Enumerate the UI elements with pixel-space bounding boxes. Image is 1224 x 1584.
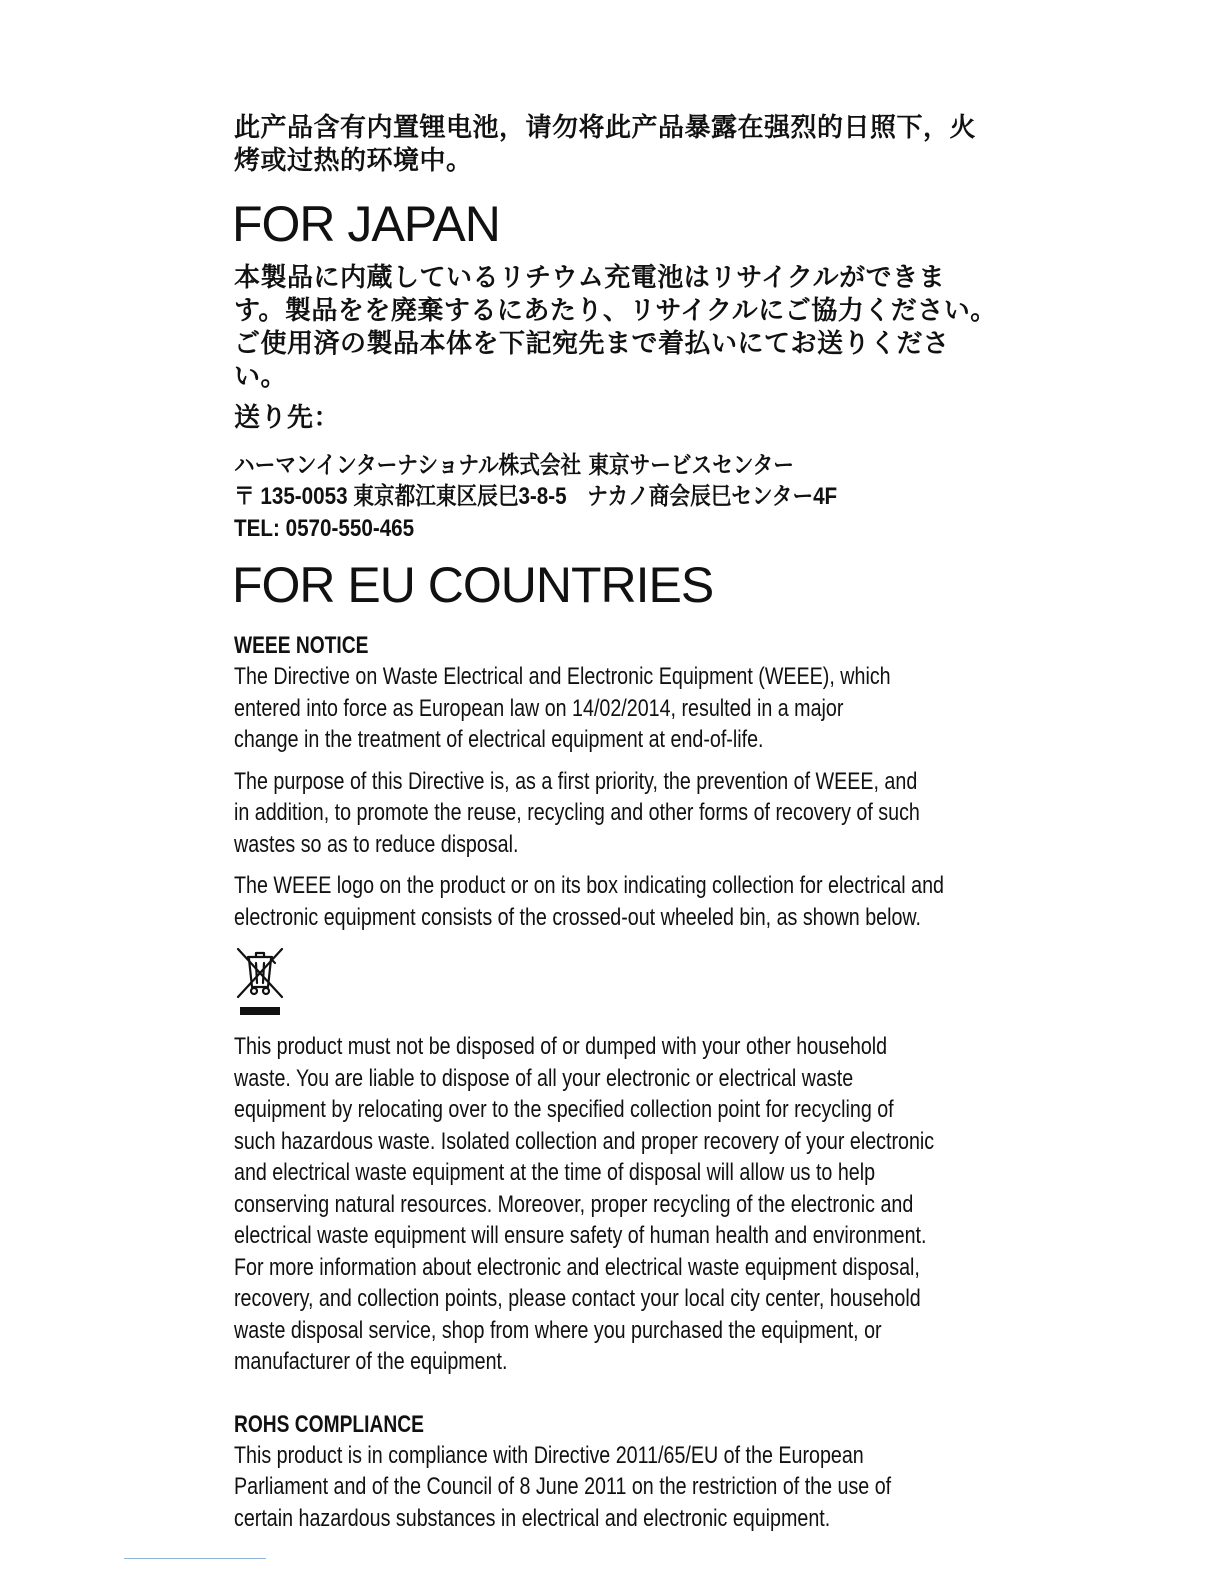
weee-title: WEEE NOTICE [234,632,369,659]
section-spacer [234,1388,1004,1410]
text-line: recovery, and collection points, please contact your local city center, household [234,1285,921,1312]
text-line: conserving natural resources. Moreover, proper recycling of the electronic and [234,1190,914,1218]
china-battery-notice [234,112,1004,178]
text-line: This product must not be disposed of or dumped with your other household [234,1033,888,1060]
rohs-compliance-section [234,1410,1004,1535]
crossed-out-wheeled-bin-icon [234,945,286,1017]
weee-notice-section [234,631,1004,1378]
text-line: This product is in compliance with Directive 2011/65/EU of the European [234,1441,864,1469]
japan-notice-line: 本製品に内蔵しているリチウム充電池はリサイクルができま [234,263,946,293]
china-notice-line: 烤或过热的环境中。 [234,146,473,176]
text-line: entered into force as European law on 14/02/2014, resulted in a major [234,694,844,722]
address-phone: TEL: 0570-550-465 [234,515,415,542]
text-line: electrical waste equipment will ensure safety of human health and environment. [234,1222,927,1249]
weee-paragraph-3 [234,870,988,933]
text-line: The WEEE logo on the product or on its box indicating collection for electrical and [234,872,944,899]
rohs-paragraph [234,1440,988,1535]
text-line: in addition, to promote the reuse, recycling and other forms of recovery of such [234,799,920,826]
text-line: and electrical waste equipment at the time of disposal will allow us to help [234,1159,876,1186]
china-notice-line: 此产品含有内置锂电池，请勿将此产品暴露在强烈的日照下，火 [234,113,977,143]
address-company: ハーマンインターナショナル株式会社 東京サービスセンター [234,451,794,479]
text-line: equipment by relocating over to the specified collection point for recycling of [234,1096,894,1123]
weee-paragraph-1 [234,661,988,756]
text-line: waste. You are liable to dispose of all your electronic or electrical waste [234,1064,854,1092]
rohs-title: ROHS COMPLIANCE [234,1410,424,1438]
japan-address [234,449,1004,545]
japan-notice-line: い。 [234,362,288,392]
text-line: change in the treatment of electrical equipment at end-of-life. [234,726,764,753]
text-line: Parliament and of the Council of 8 June 2011 on the restriction of the use of [234,1473,892,1500]
japan-heading: FOR JAPAN [232,196,500,252]
text-line: The purpose of this Directive is, as a first priority, the prevention of WEEE, and [234,767,918,795]
japan-notice-line: す。製品をを廃棄するにあたり、リサイクルにご協力ください。 [234,296,997,326]
footer-rule [124,1558,266,1559]
text-line: waste disposal service, shop from where you purchased the equipment, or [234,1316,882,1344]
text-line: certain hazardous substances in electrical and electronic equipment. [234,1504,831,1532]
eu-heading: FOR EU COUNTRIES [232,557,714,613]
text-line: wastes so as to reduce disposal. [234,830,519,858]
weee-paragraph-4 [234,1031,988,1378]
text-line: The Directive on Waste Electrical and Electronic Equipment (WEEE), which [234,663,891,690]
weee-paragraph-2 [234,766,988,861]
text-line: For more information about electronic and electrical waste equipment disposal, [234,1253,920,1281]
document-page [234,112,1004,1544]
text-line: manufacturer of the equipment. [234,1348,508,1375]
text-line: such hazardous waste. Isolated collection and proper recovery of your electronic [234,1127,935,1155]
address-postal: 〒 135-0053 東京都江東区辰巳3-8-5 ナカノ商会辰巳センター4F [234,483,838,510]
text-line: electronic equipment consists of the crossed-out wheeled bin, as shown below. [234,903,922,931]
japan-recycling-notice [234,262,1004,394]
send-to-label: 送り先： [234,403,341,433]
japan-notice-line: ご使用済の製品本体を下記宛先まで着払いにてお送りくださ [234,329,950,359]
